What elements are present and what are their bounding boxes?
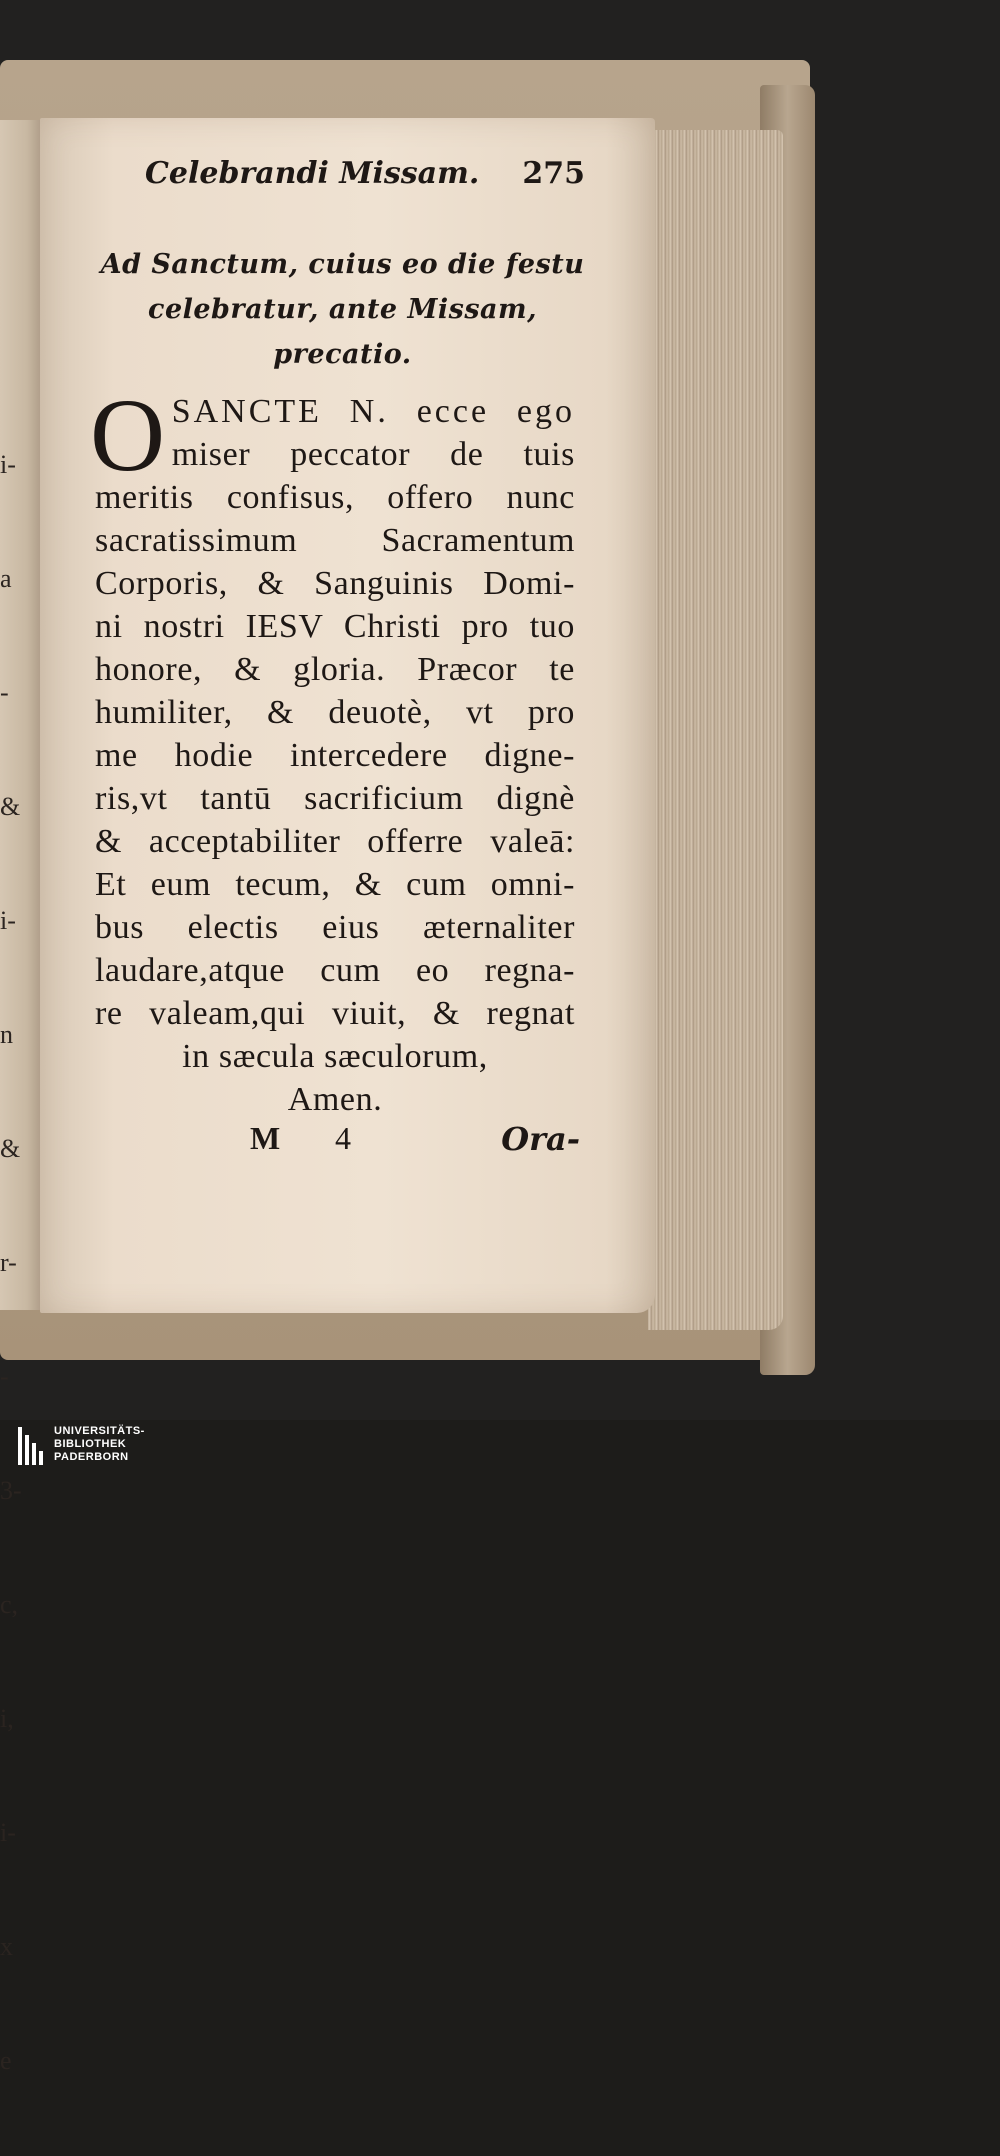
left-letter: a	[0, 564, 12, 593]
left-letter: 3-	[0, 1476, 22, 1505]
folio-number: 275	[522, 156, 585, 191]
left-letter: &	[0, 792, 21, 821]
prayer-title	[90, 242, 595, 377]
library-name	[54, 1425, 145, 1464]
text-line: miser peccator de tuis	[171, 436, 575, 473]
left-letter: -	[0, 678, 9, 707]
library-name-line: BIBLIOTHEK	[54, 1438, 127, 1450]
catchword: Ora-	[501, 1120, 580, 1158]
library-name-line: PADERBORN	[54, 1451, 129, 1463]
signature-line	[250, 1120, 580, 1170]
page-edges	[648, 130, 783, 1330]
left-letter: x	[0, 1932, 13, 1961]
text-line: SANCTE N. ecce ego	[171, 393, 575, 430]
text-line: sacratissimum Sacramentum	[95, 522, 575, 559]
left-letter: c,	[0, 1590, 19, 1619]
text-line: meritis confisus, offero nunc	[95, 479, 575, 516]
signature-number: 4	[335, 1120, 351, 1156]
left-letter: -	[0, 1362, 9, 1391]
title-line: celebratur, ante Missam,	[148, 294, 537, 325]
title-line: Ad Sanctum, cuius eo die festu	[100, 249, 585, 280]
title-line: precatio.	[273, 339, 412, 370]
left-page-letters	[0, 370, 22, 2156]
left-letter: i-	[0, 1818, 16, 1847]
left-letter: i,	[0, 1704, 14, 1733]
page-header	[145, 150, 585, 210]
left-letter: i-	[0, 450, 16, 479]
text-line: me hodie intercedere digne-	[95, 737, 575, 774]
left-letter: r-	[0, 1248, 17, 1277]
library-name-line: UNIVERSITÄTS-	[54, 1425, 145, 1437]
text-line: bus electis eius æternaliter	[95, 909, 575, 946]
left-letter: i-	[0, 906, 16, 935]
left-letter: e	[0, 2046, 12, 2075]
signature-mark: M	[250, 1120, 281, 1156]
left-page-fragment	[0, 120, 45, 2075]
left-letter: &	[0, 1134, 21, 1163]
running-head: Celebrandi Missam.	[145, 156, 480, 191]
prayer-body	[90, 378, 575, 1121]
text-line: humiliter, & deuotè, vt pro	[95, 694, 575, 731]
text-line: ris,vt tantū sacrificium dignè	[95, 780, 575, 817]
text-line: & acceptabiliter offerre valeā:	[95, 823, 575, 860]
text-line: in sæcula sæculorum,	[182, 1038, 488, 1075]
left-letter: n	[0, 1020, 13, 1049]
text-line: re valeam,qui viuit, & regnat	[95, 995, 575, 1032]
text-line: laudare,atque cum eo regna-	[95, 952, 575, 989]
amen-line: Amen.	[287, 1081, 383, 1118]
drop-cap: O	[90, 378, 166, 493]
text-line: Et eum tecum, & cum omni-	[95, 866, 575, 903]
text-line: honore, & gloria. Præcor te	[95, 651, 575, 688]
library-footer	[0, 1420, 1000, 1472]
text-line: Corporis, & Sanguinis Domi-	[95, 565, 575, 602]
library-logo-icon	[18, 1427, 48, 1465]
text-line: ni nostri IESV Christi pro tuo	[95, 608, 575, 645]
